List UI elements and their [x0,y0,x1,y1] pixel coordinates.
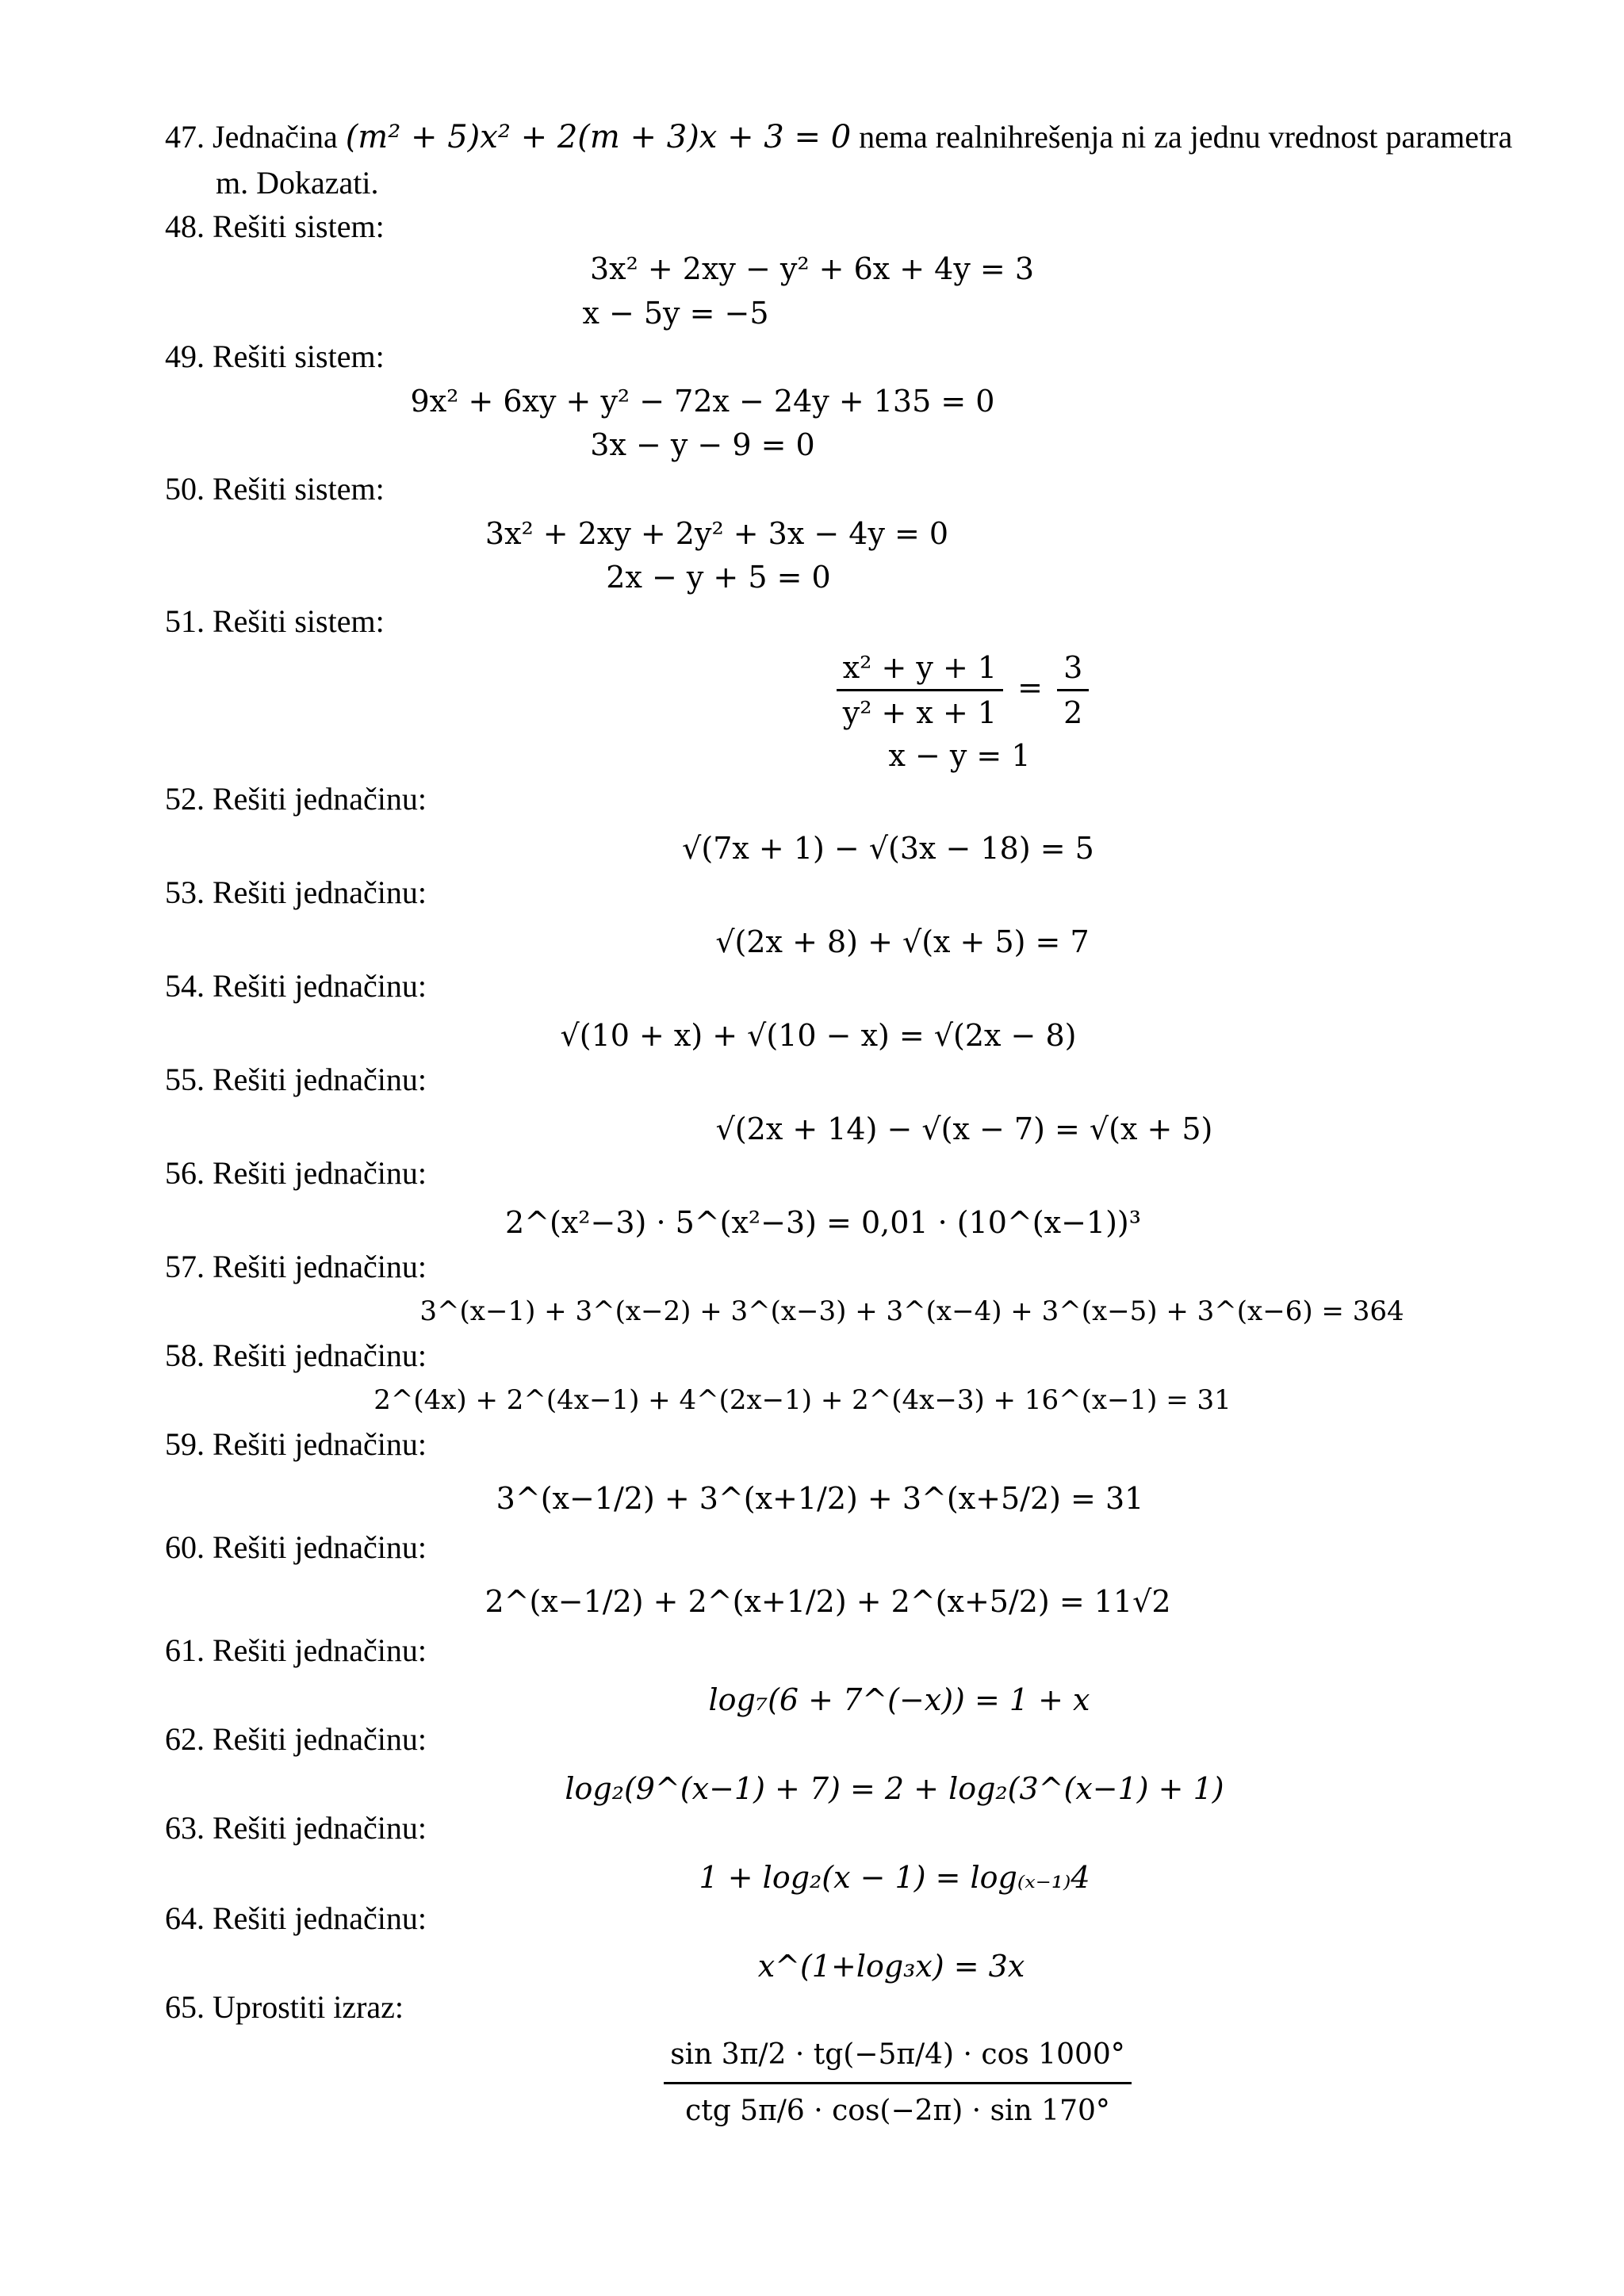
problem-number: 49. [165,339,205,374]
fraction-numerator: 3 [1057,646,1089,691]
problem-number: 59. [165,1426,205,1462]
problem-number: 57. [165,1249,205,1284]
problem-49 [165,335,385,379]
fraction-expression [664,2036,1132,2130]
equation-52: √(7x + 1) − √(3x − 18) = 5 [682,831,1094,866]
problem-instruction: Rešiti jednačinu: [213,1721,427,1757]
problem-number: 62. [165,1721,205,1757]
problem-number: 54. [165,968,205,1004]
problem-instruction: Rešiti jednačinu: [213,1062,427,1097]
problem-instruction: Rešiti jednačinu: [213,1529,427,1565]
equation-50b: 2x − y + 5 = 0 [606,560,831,595]
equation-64: x^(1+log₃x) = 3x [757,1949,1025,1984]
equation-59: 3^(x−1/2) + 3^(x+1/2) + 3^(x+5/2) = 31 [496,1481,1144,1516]
problem-number: 58. [165,1337,205,1373]
equation-57: 3^(x−1) + 3^(x−2) + 3^(x−3) + 3^(x−4) + 3^(x−5) + 3^(x−6) = 364 [419,1295,1404,1327]
fraction-denominator: ctg 5π/6 · cos(−2π) · sin 170° [685,2095,1110,2127]
problem-instruction: Rešiti jednačinu: [213,1900,427,1936]
problem-60 [165,1525,427,1570]
equation-60: 2^(x−1/2) + 2^(x+1/2) + 2^(x+5/2) = 11√2 [485,1584,1171,1619]
equation-61: log₇(6 + 7^(−x)) = 1 + x [708,1682,1090,1717]
equation-55: √(2x + 14) − √(x − 7) = √(x + 5) [715,1112,1213,1146]
problem-instruction: Rešiti jednačinu: [213,968,427,1004]
fraction-numerator: x² + y + 1 [837,646,1003,691]
problem-instruction: Rešiti jednačinu: [213,1632,427,1668]
problem-instruction: Rešiti jednačinu: [213,1249,427,1284]
fraction-denominator: y² + x + 1 [842,695,998,730]
problem-number: 55. [165,1062,205,1097]
problem-65 [165,1985,404,2030]
fraction-denominator: 2 [1063,695,1083,730]
equation-56: 2^(x²−3) · 5^(x²−3) = 0,01 · (10^(x−1))³ [505,1205,1141,1240]
problem-63 [165,1806,427,1850]
problem-57 [165,1245,427,1289]
equation-63: 1 + log₂(x − 1) = log₍ₓ₋₁₎4 [699,1860,1090,1895]
equation-51a [151,646,1624,734]
problem-text: nema realnihrešenja ni za jednu vrednost parametra [859,119,1513,155]
problem-47 [165,114,1545,205]
problem-number: 51. [165,603,205,639]
problem-number: 52. [165,781,205,817]
equation-58: 2^(4x) + 2^(4x−1) + 4^(2x−1) + 2^(4x−3) + 16^(x−1) = 31 [373,1384,1231,1416]
problem-number: 63. [165,1810,205,1846]
problem-52 [165,777,427,821]
problem-instruction: Rešiti jednačinu: [213,1426,427,1462]
problem-number: 47. [165,119,205,155]
fraction-lhs [837,646,1003,734]
problem-48 [165,205,385,249]
problem-54 [165,964,427,1008]
problem-instruction: Uprostiti izraz: [213,1989,404,2025]
problem-instruction: Rešiti jednačinu: [213,1810,427,1846]
problem-number: 50. [165,471,205,507]
equation-50a: 3x² + 2xy + 2y² + 3x − 4y = 0 [485,516,949,551]
problem-number: 64. [165,1900,205,1936]
problem-62 [165,1717,427,1762]
problem-number: 61. [165,1632,205,1668]
equation-53: √(2x + 8) + √(x + 5) = 7 [715,924,1090,959]
equals-sign: = [1017,670,1043,705]
problem-instruction: Rešiti jednačinu: [213,1155,427,1191]
problem-instruction: Rešiti jednačinu: [213,781,427,817]
problem-61 [165,1628,427,1673]
problem-number: 65. [165,1989,205,2025]
equation-47: (m² + 5)x² + 2(m + 3)x + 3 = 0 [345,119,852,155]
fraction-numerator: sin 3π/2 · tg(−5π/4) · cos 1000° [664,2036,1132,2084]
equation-54: √(10 + x) + √(10 − x) = √(2x − 8) [560,1018,1077,1053]
equation-65 [86,2036,1624,2130]
problem-51 [165,599,385,644]
problem-55 [165,1058,427,1102]
problem-instruction: Rešiti sistem: [213,209,385,244]
problem-number: 60. [165,1529,205,1565]
problem-59 [165,1422,427,1467]
problem-50 [165,467,385,511]
problem-number: 53. [165,874,205,910]
problem-number: 48. [165,209,205,244]
equation-48b: x − 5y = −5 [582,296,769,331]
equation-48a: 3x² + 2xy − y² + 6x + 4y = 3 [589,251,1035,286]
equation-62: log₂(9^(x−1) + 7) = 2 + log₂(3^(x−1) + 1) [565,1771,1224,1806]
problem-text-line2: m. Dokazati. [216,165,379,201]
problem-text: Jednačina [213,119,338,155]
problem-number: 56. [165,1155,205,1191]
equation-51b: x − y = 1 [888,738,1031,773]
problem-64 [165,1896,427,1941]
problem-instruction: Rešiti jednačinu: [213,874,427,910]
problem-53 [165,871,427,915]
equation-49b: 3x − y − 9 = 0 [590,427,815,462]
problem-instruction: Rešiti sistem: [213,603,385,639]
fraction-rhs [1057,646,1089,734]
problem-instruction: Rešiti jednačinu: [213,1337,427,1373]
equation-49a: 9x² + 6xy + y² − 72x − 24y + 135 = 0 [410,384,995,419]
problem-instruction: Rešiti sistem: [213,471,385,507]
problem-58 [165,1334,427,1378]
problem-56 [165,1151,427,1196]
problem-instruction: Rešiti sistem: [213,339,385,374]
